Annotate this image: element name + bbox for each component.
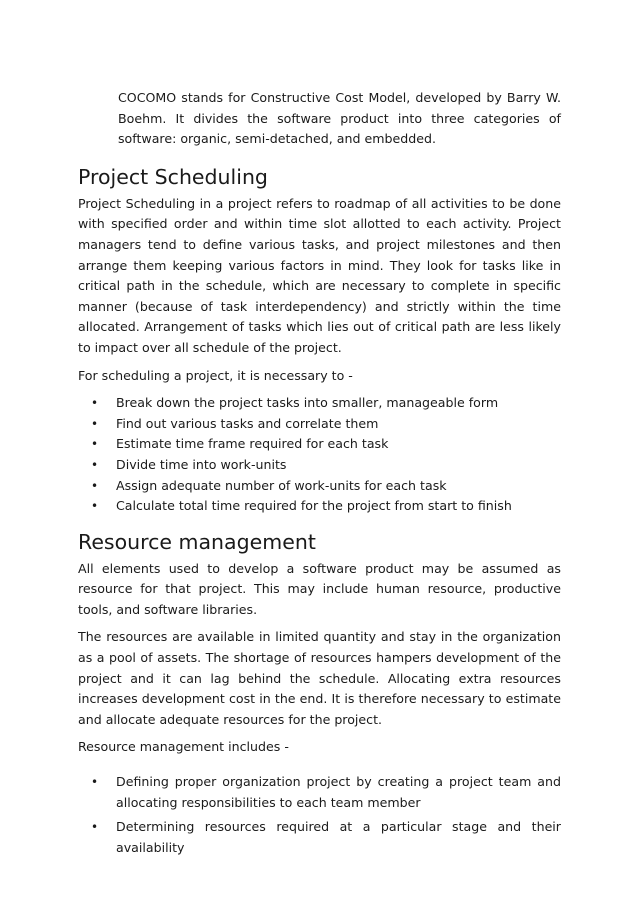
bullet-icon: • (91, 416, 99, 431)
project-scheduling-section (78, 164, 561, 517)
list-item-text: Break down the project tasks into smaller, manageable form (116, 395, 499, 411)
resource-list (78, 772, 561, 858)
list-item (78, 455, 561, 476)
scheduling-list-lead: For scheduling a project, it is necessary to - (78, 367, 353, 383)
document-page (78, 88, 561, 858)
resource-paragraph-2: The resources are available in limited quantity and stay in the organization as a pool of assets. The shortage of resources hampers development of the project and it can lag behind the schedule. Allocating extra resources increases development cost in the end. It is therefore necessary to estimate and allocate adequate resources for the project. (78, 629, 561, 727)
bullet-icon: • (91, 775, 99, 790)
list-item-text: Determining resources required at a particular stage and their availability (116, 819, 561, 855)
list-item (78, 414, 561, 435)
resource-paragraph-1: All elements used to develop a software product may be assumed as resource for that project. This may include human resource, productive tools, and software libraries. (78, 560, 561, 617)
bullet-icon: • (91, 478, 99, 493)
list-item (78, 772, 561, 813)
list-item-text: Divide time into work-units (116, 456, 287, 472)
project-scheduling-paragraph: Project Scheduling in a project refers to roadmap of all activities to be done with specified order and within time slot allotted to each activity. Project managers tend to define various tasks, and project milestones and then arrange them keeping various factors in mind. They look for tasks like in critical path in the schedule, which are necessary to complete in specific manner (because of task interdependency) and strictly within the time allocated. Arrangement of tasks which lies out of critical path are less likely to impact over all schedule of the project. (78, 195, 561, 355)
intro-paragraph: COCOMO stands for Constructive Cost Model, developed by Barry W. Boehm. It divides the software product into three categories of software: organic, semi-detached, and embedded. (118, 90, 561, 147)
bullet-icon: • (91, 820, 99, 835)
bullet-icon: • (91, 437, 99, 452)
bullet-icon: • (91, 499, 99, 514)
resource-management-section (78, 529, 561, 859)
bullet-icon: • (91, 457, 99, 472)
resource-list-lead: Resource management includes - (78, 739, 289, 755)
list-item-text: Estimate time frame required for each task (116, 436, 389, 452)
resource-management-heading: Resource management (78, 529, 316, 554)
list-item-text: Assign adequate number of work-units for each task (116, 477, 447, 493)
list-item (78, 817, 561, 858)
bullet-icon: • (91, 396, 99, 411)
list-item (78, 434, 561, 455)
list-item (78, 393, 561, 414)
list-item (78, 496, 561, 517)
list-item-text: Calculate total time required for the project from start to finish (116, 498, 512, 514)
list-item-text: Defining proper organization project by creating a project team and allocating responsibilities to each team member (116, 774, 561, 810)
scheduling-list (78, 393, 561, 517)
list-item (78, 476, 561, 497)
list-item-text: Find out various tasks and correlate them (116, 415, 379, 431)
project-scheduling-heading: Project Scheduling (78, 164, 268, 189)
